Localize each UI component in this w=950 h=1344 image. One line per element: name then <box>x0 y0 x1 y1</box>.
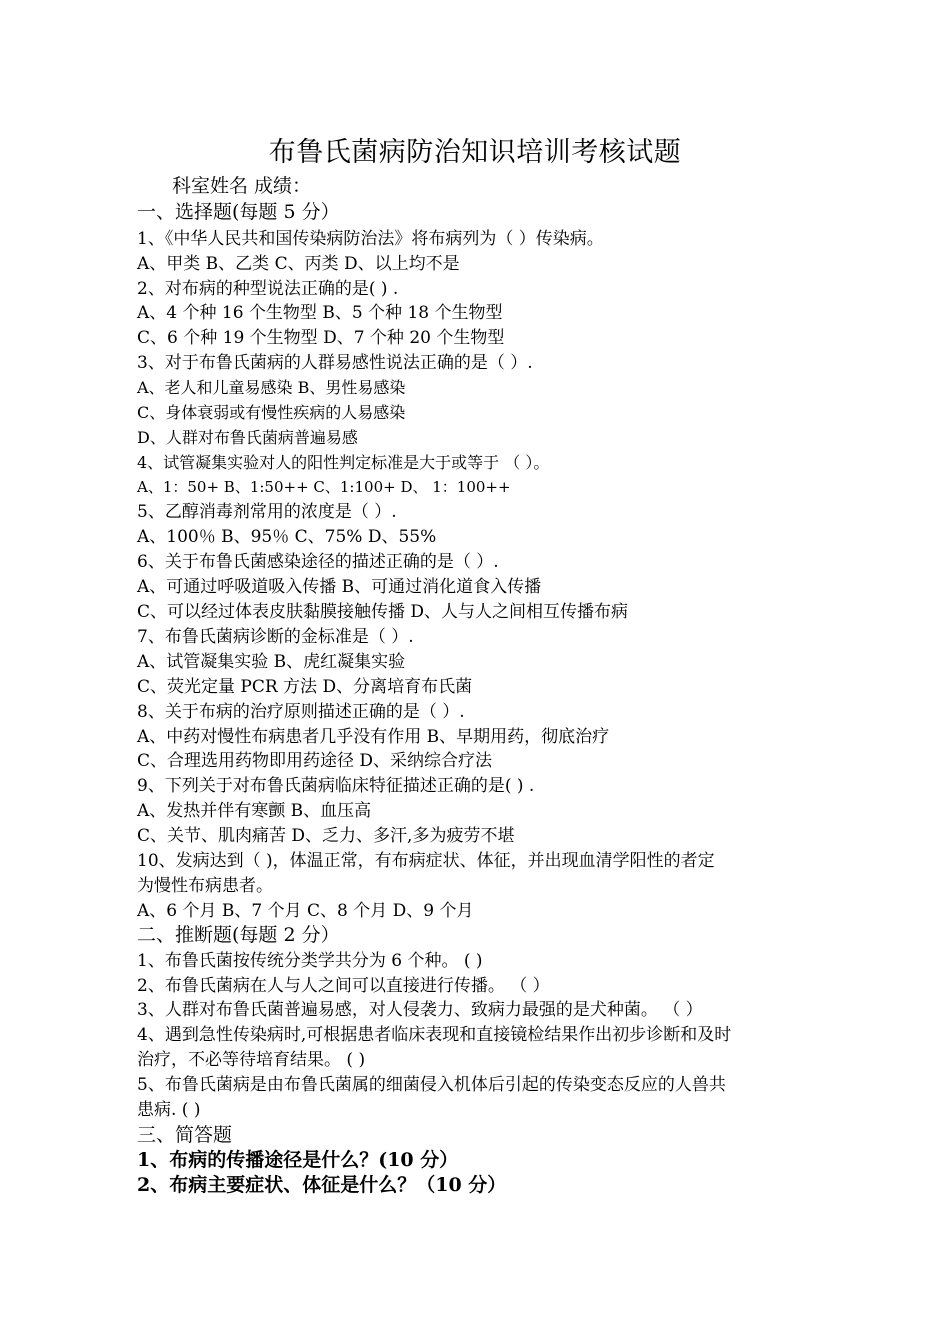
option-line: A、试管凝集实验 B、虎红凝集实验 <box>137 652 406 672</box>
question-line: 3、对于布鲁氏菌病的人群易感性说法正确的是（ ）. <box>137 353 533 373</box>
judge-line: 2、布鲁氏菌病在人与人之间可以直接进行传播。 （ ） <box>137 976 550 996</box>
option-line: C、6 个种 19 个生物型 D、7 个种 20 个生物型 <box>137 328 505 348</box>
question-line: 10、发病达到（ )，体温正常，有布病症状、体征，并出现血清学阳性的者定 <box>137 851 715 871</box>
option-line: A、中药对慢性布病患者几乎没有作用 B、早期用药，彻底治疗 <box>137 727 610 747</box>
section-judge-heading: 二、推断题(每题 2 分） <box>137 924 340 946</box>
short-question: 1、布病的传播途径是什么？(10 分） <box>137 1149 459 1171</box>
judge-line: 3、人群对布鲁氏菌普遍易感，对人侵袭力、致病力最强的是犬种菌。 （ ） <box>137 1000 703 1020</box>
question-line: 9、下列关于对布鲁氏菌病临床特征描述正确的是( ) . <box>137 776 535 796</box>
judge-line: 患病. ( ) <box>137 1100 201 1120</box>
judge-line: 1、布鲁氏菌按传统分类学共分为 6 个种。 ( ) <box>137 951 483 971</box>
option-line: C、关节、肌肉痛苦 D、乏力、多汗,多为疲劳不堪 <box>137 826 515 846</box>
question-line: 6、关于布鲁氏菌感染途径的描述正确的是（ ）. <box>137 552 499 572</box>
section-short-heading: 三、简答题 <box>137 1124 233 1146</box>
option-line: C、身体衰弱或有慢性疾病的人易感染 <box>137 403 406 422</box>
question-line: 8、关于布病的治疗原则描述正确的是（ ）. <box>137 702 465 722</box>
judge-line: 4、遇到急性传染病时,可根据患者临床表现和直接镜检结果作出初步诊断和及时 <box>137 1025 732 1045</box>
option-line: A、4 个种 16 个生物型 B、5 个种 18 个生物型 <box>137 303 503 323</box>
option-line: A、老人和儿童易感染 B、男性易感染 <box>137 378 406 397</box>
option-line: D、人群对布鲁氏菌病普遍易感 <box>137 428 358 447</box>
question-line: 5、乙醇消毒剂常用的浓度是（ ）. <box>137 502 397 522</box>
question-line: 为慢性布病患者。 <box>137 876 273 896</box>
question-line: 4、试管凝集实验对人的阳性判定标准是大于或等于 （ ）。 <box>137 453 550 472</box>
option-line: A、可通过呼吸道吸入传播 B、可通过消化道食入传播 <box>137 577 542 597</box>
page-title: 布鲁氏菌病防治知识培训考核试题 <box>268 137 682 168</box>
option-line: A、发热并伴有寒颤 B、血压高 <box>137 801 372 821</box>
judge-line: 5、布鲁氏菌病是由布鲁氏菌属的细菌侵入机体后引起的传染变态反应的人兽共 <box>137 1075 726 1095</box>
option-line: A、100％ B、95％ C、75% D、55% <box>137 527 437 547</box>
section-choice-heading: 一、选择题(每题 5 分） <box>137 201 340 223</box>
option-line: C、荧光定量 PCR 方法 D、分离培育布氏菌 <box>137 677 473 697</box>
option-line: A、6 个月 B、7 个月 C、8 个月 D、9 个月 <box>137 901 474 921</box>
short-question: 2、布病主要症状、体征是什么？（10 分） <box>137 1174 507 1196</box>
option-line: A、甲类 B、乙类 C、丙类 D、以上均不是 <box>137 254 460 274</box>
option-line: C、合理选用药物即用药途径 D、采纳综合疗法 <box>137 751 493 771</box>
name-score-line: 科室姓名 成绩： <box>172 175 312 197</box>
question-line: 7、布鲁氏菌病诊断的金标准是（ ）. <box>137 627 414 647</box>
judge-line: 治疗，不必等待培育结果。 ( ) <box>137 1050 366 1070</box>
question-line: 2、对布病的种型说法正确的是( ) . <box>137 279 399 299</box>
option-line: C、可以经过体表皮肤黏膜接触传播 D、人与人之间相互传播布病 <box>137 602 629 622</box>
question-line: 1、《中华人民共和国传染病防治法》将布病列为（ ）传染病。 <box>137 229 604 249</box>
option-line: A、1：50+ B、1:50++ C、1:100+ D、 1：100++ <box>137 478 511 496</box>
